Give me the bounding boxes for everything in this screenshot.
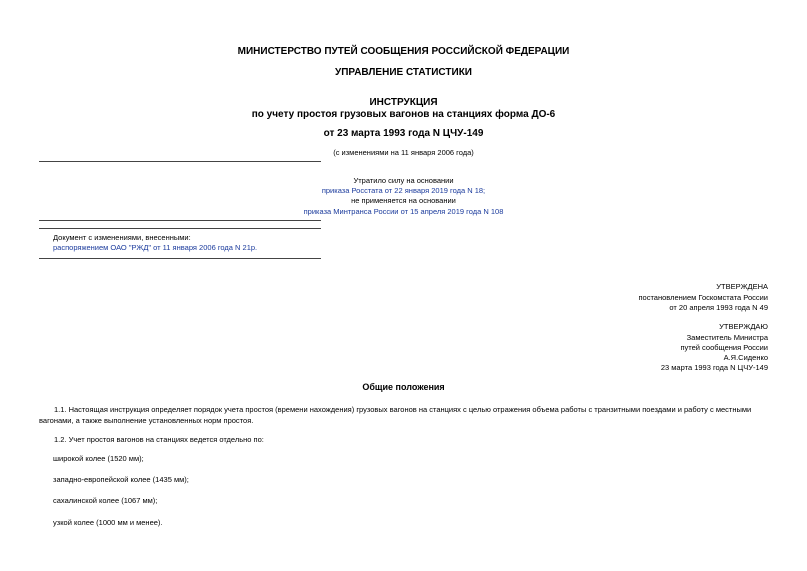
status-link-mintrans[interactable]: приказа Минтранса России от 15 апреля 2019 года N 108 bbox=[303, 207, 504, 216]
ministry-title: МИНИСТЕРСТВО ПУТЕЙ СООБЩЕНИЯ РОССИЙСКОЙ ФЕДЕРАЦИИ bbox=[237, 46, 570, 57]
confirm-line-3: А.Я.Сиденко bbox=[723, 353, 768, 362]
confirm-line-1: Заместитель Министра bbox=[686, 333, 768, 342]
document-type: ИНСТРУКЦИЯ bbox=[369, 97, 438, 108]
department-title: УПРАВЛЕНИЕ СТАТИСТИКИ bbox=[335, 67, 472, 78]
section-title: Общие положения bbox=[362, 382, 445, 392]
confirm-line-4: 23 марта 1993 года N ЦЧУ-149 bbox=[660, 363, 768, 372]
list-item: сахалинской колее (1067 мм); bbox=[53, 496, 158, 505]
list-item: западно-европейской колее (1435 мм); bbox=[53, 475, 189, 484]
confirm-title: УТВЕРЖДАЮ bbox=[719, 322, 768, 331]
approved-title: УТВЕРЖДЕНА bbox=[716, 282, 768, 291]
list-item: узкой колее (1000 мм и менее). bbox=[53, 518, 163, 527]
changes-link[interactable]: распоряжением ОАО "РЖД" от 11 января 2006 года N 21р. bbox=[53, 243, 258, 252]
status-text-1: Утратило силу на основании bbox=[353, 176, 454, 185]
approved-line-1: постановлением Госкомстата России bbox=[638, 293, 768, 302]
status-text-2: не применяется на основании bbox=[351, 196, 456, 205]
status-link-rosstat[interactable]: приказа Росстата от 22 января 2019 года N 18; bbox=[321, 186, 486, 195]
approved-line-2: от 20 апреля 1993 года N 49 bbox=[669, 303, 768, 312]
divider bbox=[39, 258, 321, 259]
list-item: широкой колее (1520 мм); bbox=[53, 454, 144, 463]
divider bbox=[39, 161, 321, 162]
divider bbox=[39, 220, 321, 221]
document-subject: по учету простоя грузовых вагонов на станциях форма ДО-6 bbox=[251, 109, 556, 120]
divider bbox=[39, 228, 321, 229]
amendment-note: (с изменениями на 11 января 2006 года) bbox=[333, 148, 474, 157]
document-date: от 23 марта 1993 года N ЦЧУ-149 bbox=[323, 128, 484, 139]
confirm-line-2: путей сообщения России bbox=[680, 343, 768, 352]
paragraph-1-1: 1.1. Настоящая инструкция определяет порядок учета простоя (времени нахождения) грузовых вагонов на станциях с целью отражения объема работы с транзитными поездами и работу с местными вагонами, а также выполнение установленных норм простоя. bbox=[39, 405, 752, 425]
paragraph-1-2: 1.2. Учет простоя вагонов на станциях ведется отдельно по: bbox=[54, 435, 264, 444]
changes-label: Документ с изменениями, внесенными: bbox=[53, 233, 191, 242]
